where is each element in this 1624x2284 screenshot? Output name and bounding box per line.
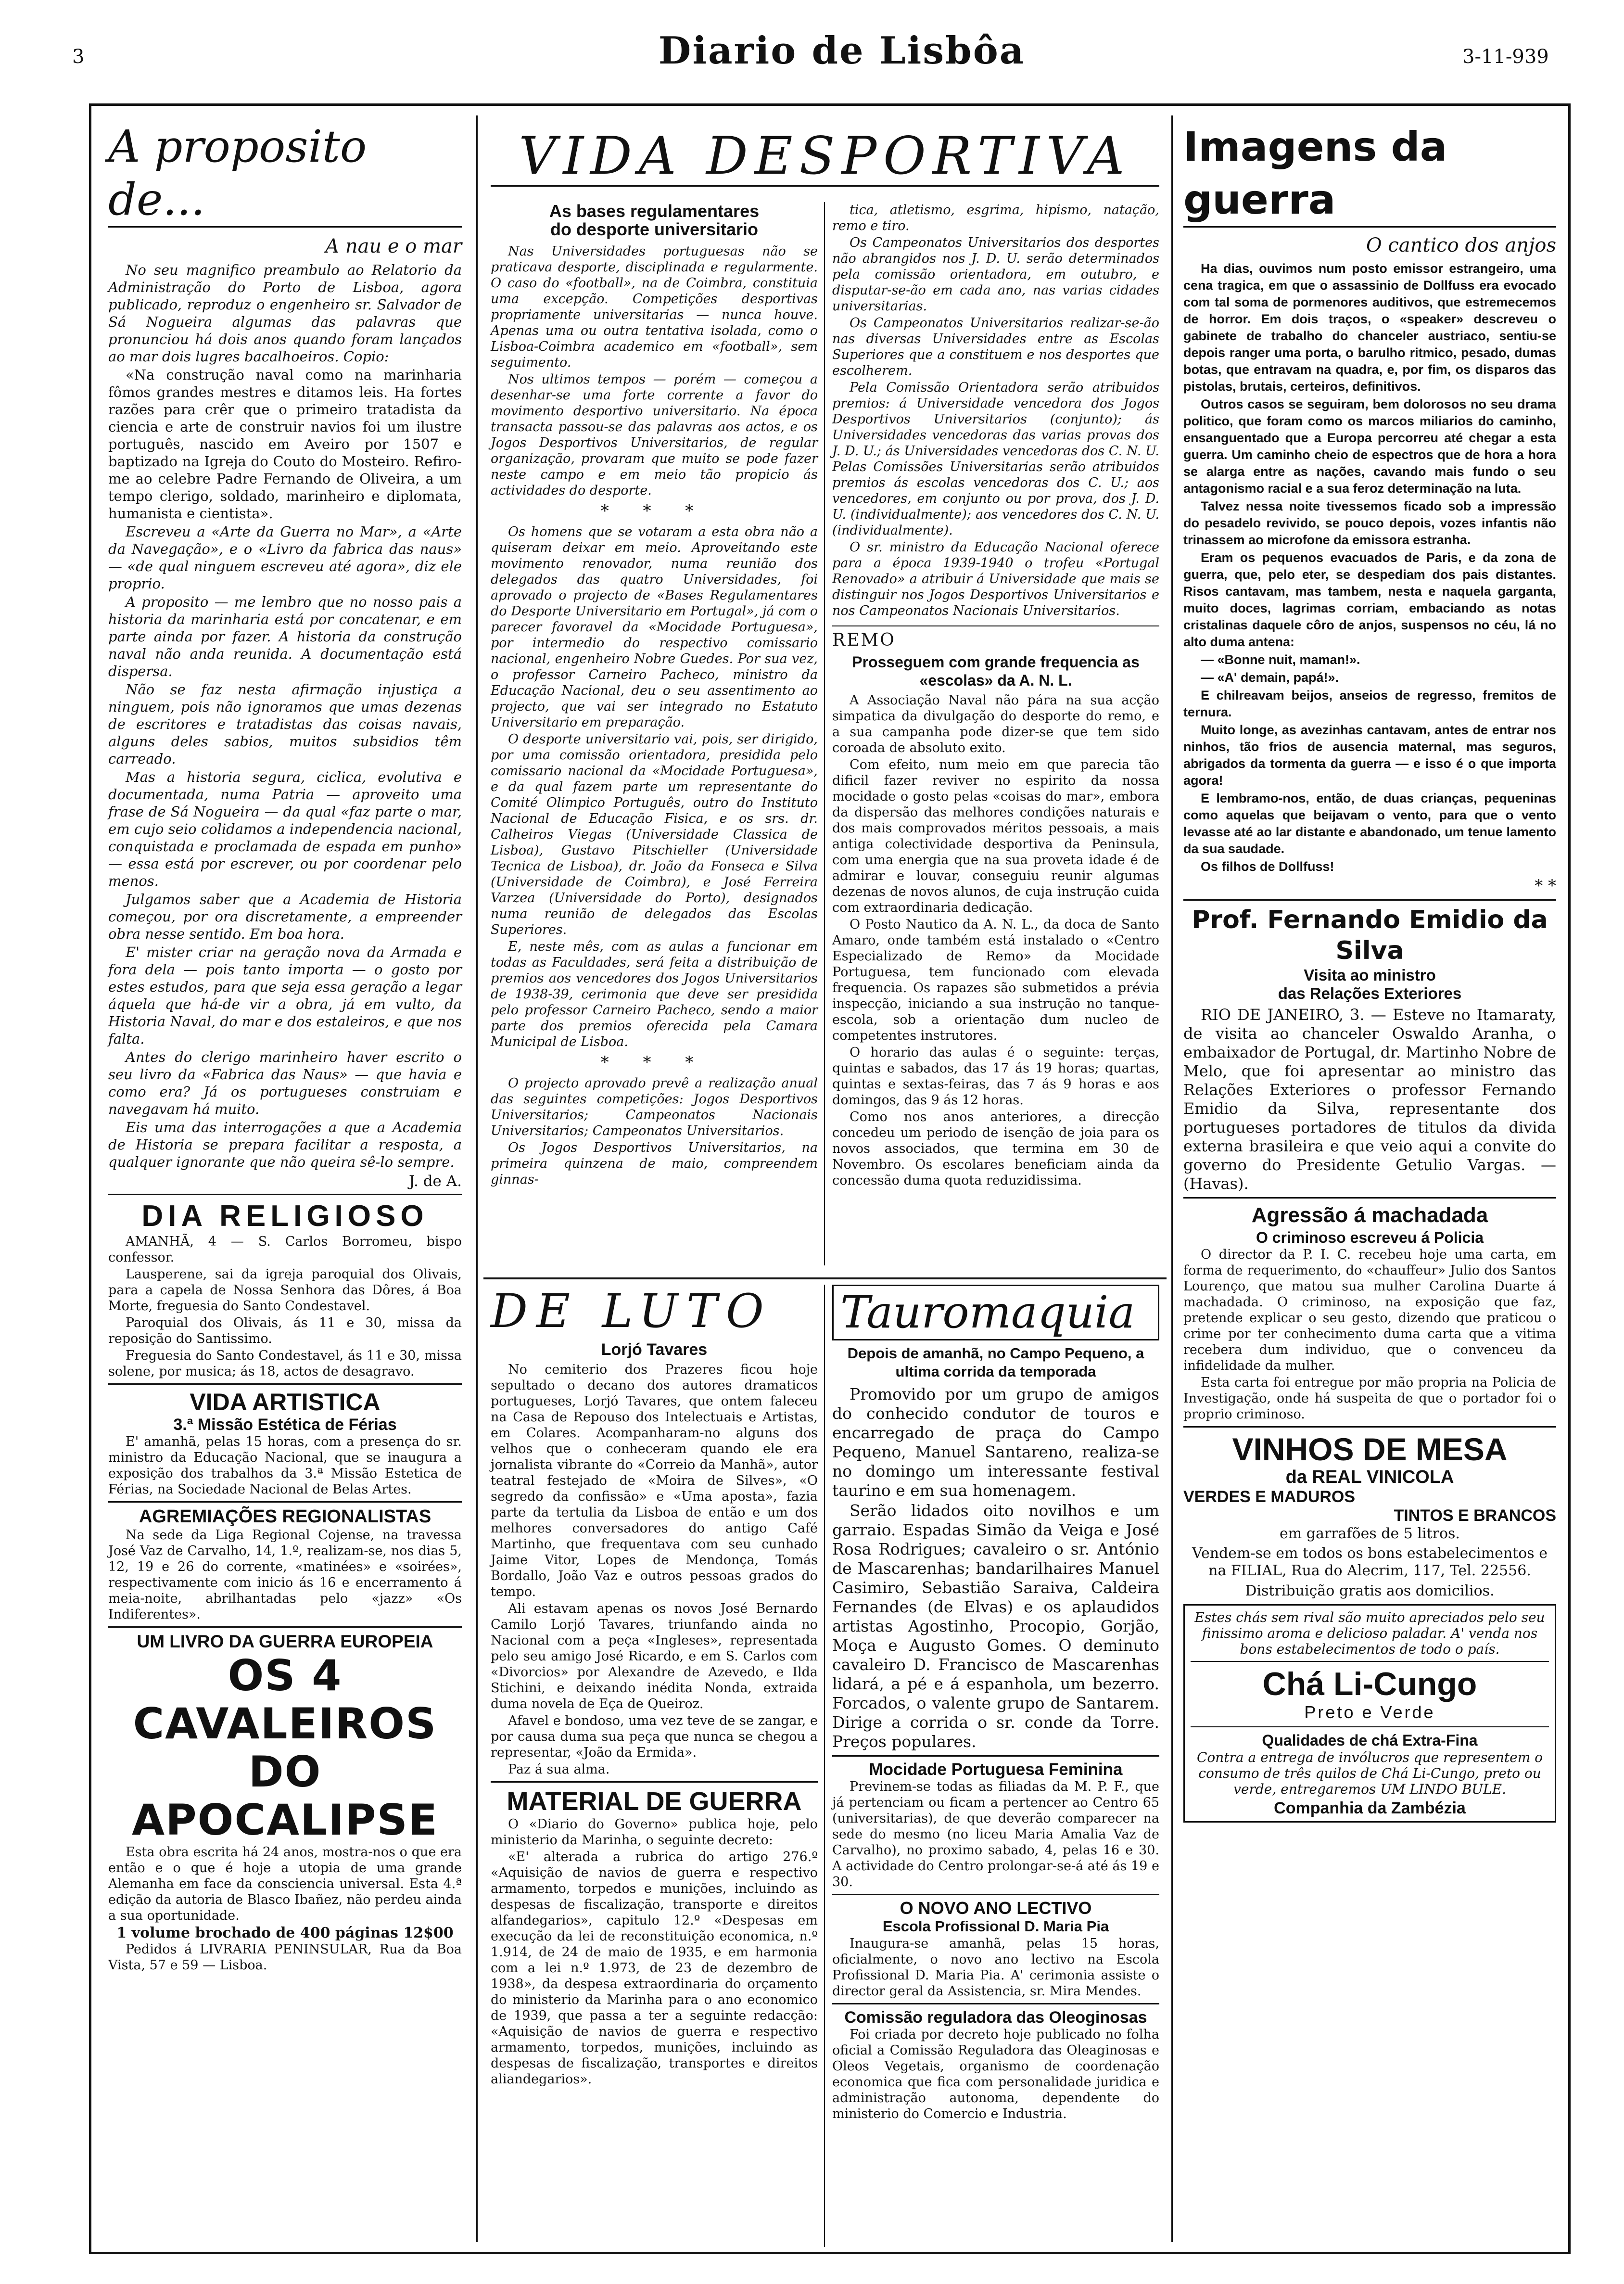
imagens-heading: Imagens da guerra xyxy=(1183,120,1556,228)
paragraph: RIO DE JANEIRO, 3. — Esteve no Itamaraty, de visita ao chanceler Oswaldo Aranha, o embaixador de Portugal, dr. Martinho Nobre de Melo, que foi apresentar ao ministro das Relações Exteriores o professor Fernando Emidio da Silva, representante dos portugueses portadores de titulos da divida externa brasileira e que veio aqui a convite do governo do Presidente Getulio Vargas. — (Havas). xyxy=(1183,1006,1556,1193)
religioso-heading: DIA RELIGIOSO xyxy=(141,1199,429,1233)
luto-name: Lorjó Tavares xyxy=(601,1340,708,1359)
right-column xyxy=(1183,120,1556,1823)
paragraph: Nas Universidades portuguesas não se praticava desporte, disciplinada e regularmente. O caso do «football», na de Coimbra, constituia uma excepção. Competições desportivas propriamente universitarias — nunca houve. Apenas uma ou outra tentativa isolada, como o Lisboa-Coimbra academico em «football», sem seguimento. xyxy=(491,244,818,370)
proposito-subheading: A nau e o mar xyxy=(325,235,462,257)
remo-body xyxy=(832,692,1159,1188)
paragraph: Como nos anos anteriores, a direcção concedeu um periodo de isenção de joia para os novos associados, que termina em 30 de Novembro. Os escolares beneficiam ainda da concessão duma quota reduzidissima. xyxy=(832,1110,1159,1188)
paragraph: Ali estavam apenas os novos José Bernardo Camilo Lorjó Tavares, triunfando ainda no Nacional com a peça «Ingleses», representada pelo seu amigo José Ricardo, e em S. Carlos com «Divorcios» por Alexandre de Azevedo, e Ilda Stichini, e deixando inédita Nonda, extraida duma novela de Eça de Queiroz. xyxy=(491,1601,818,1711)
paragraph: — «Bonne nuit, maman!». xyxy=(1201,652,1360,667)
cha-ad-box xyxy=(1183,1604,1556,1823)
cha-ad-company: Companhia da Zambézia xyxy=(1274,1799,1466,1817)
paragraph: Os homens que se votaram a esta obra não a quiseram deixar em meio. Aproveitando este movimento renovador, numa reunião dos delegados das quatro Universidades, foi aprovado o projecto de «Bases Regulamentares do Desporte Universitario em Portugal», já com o parecer favoravel da «Mocidade Portuguesa», por intermedio do respectivo comissario nacional, engenheiro Nobre Guedes. Por sua vez, o professor Carneiro Pacheco, ministro da Educação Nacional, deu o seu assentimento ao projecto, que vai ser integrado no Estatuto Universitario em preparação. xyxy=(491,524,818,730)
fernando-subheading-1: Visita ao ministro xyxy=(1304,966,1436,984)
paragraph: AMANHÃ, 4 — S. Carlos Borromeu, bispo confessor. xyxy=(108,1234,462,1265)
paragraph: Esta obra escrita há 24 anos, mostra-nos o que era então e o que é hoje a utopia de uma grande Alemanha em face da consciencia universal. Esta 4.ª edição da autoria de Blasco Ibañez, não perdeu ainda a sua oportunidade. xyxy=(108,1845,462,1923)
paragraph: Esta carta foi entregue por mão propria na Policia de Investigação, onde há suspeita de que o portador foi o proprio criminoso. xyxy=(1183,1375,1556,1422)
tauromaquia-column xyxy=(832,1285,1159,2123)
divider xyxy=(832,625,1159,626)
agressao-subheading: O criminoso escreveu á Policia xyxy=(1256,1229,1484,1246)
cha-ad-intro: Estes chás sem rival são muito apreciados pelo seu finissimo aroma e delicioso paladar. A' venda nos bons estabelecimentos de todo o país. xyxy=(1194,1609,1545,1657)
vinhos-ad-line-1: da REAL VINICOLA xyxy=(1285,1467,1454,1487)
agressao-heading: Agressão á machadada xyxy=(1251,1203,1488,1227)
livro-ad-title-1: OS 4 CAVALEIROS xyxy=(133,1651,437,1748)
paragraph: Os Campeonatos Universitarios dos desportes não abrangidos nos J. D. U. serão determinados pela comissão orientadora, em outubro, e disputar-se-ão em cada ano, nas varias cidades universitarias. xyxy=(832,235,1159,314)
imagens-subheading: O cantico dos anjos xyxy=(1366,234,1556,256)
vinhos-ad-line-3: TINTOS E BRANCOS xyxy=(1394,1506,1556,1525)
paragraph: A Associação Naval não pára na sua acção simpatica da divulgação do desporte do remo, e a sua campanha pode dizer-se que tem sido coroada de absoluto exito. xyxy=(832,693,1159,755)
paragraph: Muito longe, as avezinhas cantavam, antes de entrar nos ninhos, tão frios de ausencia maternal, mas seguros, abrigados da tormenta da guerra — e isso é o que importa agora! xyxy=(1183,723,1556,788)
paragraph: Paz á sua alma. xyxy=(508,1762,610,1777)
desportiva-right-body xyxy=(832,202,1159,619)
column-1 xyxy=(108,120,462,1974)
paragraph: Eram os pequenos evacuados de Paris, e da zona de guerra, que, pelo eter, se despediam dos pais distantes. Risos cantavam, mas tambem, nesta e naquela garganta, muito doces, lagrimas corriam, embaciando as notas cristalinas daquele côro de anjos, suspensos no céu, lá no alto duma antena: xyxy=(1183,550,1556,649)
divider xyxy=(491,1781,818,1783)
frame-left xyxy=(89,103,91,2254)
paragraph: «Na construção naval como na marinharia fômos grandes mestres e ditamos leis. Ha fortes razões para crêr que o primeiro tratadista da ciencia e arte de construir navios foi um ilustre português, nascido em Aveiro por 1507 e baptizado na Igreja do Couto do Mosteiro. Refiro-me ao celebre Padre Fernando de Oliveira, a um tempo clerigo, soldado, marinheiro e diplomata, humanista e cientista». xyxy=(108,367,462,522)
paragraph: Os Jogos Desportivos Universitarios, na primeira quinzena de maio, compreendem ginnas- xyxy=(491,1140,818,1187)
paragraph: tica, atletismo, esgrima, hipismo, natação, remo e tiro. xyxy=(832,203,1159,233)
paragraph: Escreveu a «Arte da Guerra no Mar», a «Arte da Navegação», e o «Livro da fabrica das naus» — «de qual ninguem escreveu até agora», diz ele proprio. xyxy=(108,523,462,592)
tauromaquia-heading: Depois de amanhã, no Campo Pequeno, a ultima corrida da temporada xyxy=(847,1345,1144,1380)
artistica-subheading: 3.ª Missão Estética de Férias xyxy=(173,1416,397,1434)
divider xyxy=(108,1194,462,1195)
page-number: 3 xyxy=(72,46,85,68)
artistica-heading: VIDA ARTISTICA xyxy=(190,1389,381,1416)
vinhos-ad-line-6: Distribuição gratis aos domicilios. xyxy=(1245,1582,1495,1599)
paragraph: Nos ultimos tempos — porém — começou a desenhar-se uma forte corrente a favor do movimento desportivo universitario. Na época transacta passou-se das palavras aos actos, e os Jogos Desportivos Universitarios, de regular organização, provaram que muito se pode fazer neste campo e em meio tão propicio ás actividades do desporte. xyxy=(491,372,818,498)
remo-heading: Prosseguem com grande frequencia as «escolas» da A. N. L. xyxy=(852,653,1140,689)
desportiva-left-column xyxy=(491,202,818,1188)
paragraph: Julgamos saber que a Academia de Historia começou, por ora discretamente, a empreender obra nesse sentido. Em boa hora. xyxy=(108,891,462,942)
livro-ad-title-2: DO APOCALIPSE xyxy=(132,1747,438,1845)
column-divider xyxy=(1171,115,1173,2242)
paragraph: Inaugura-se amanhã, pelas 15 horas, oficialmente, o novo ano lectivo na Escola Profissional D. Maria Pia. A' cerimonia assiste o director geral da Assistencia, sr. Mira Mendes. xyxy=(832,1936,1159,1999)
paragraph: Pedidos á LIVRARIA PENINSULAR, Rua da Boa Vista, 57 e 59 — Lisboa. xyxy=(108,1942,462,1973)
frame-bottom xyxy=(89,2252,1571,2254)
paragraph: A proposito — me lembro que no nosso pais a historia da marinharia está por concatenar, e em parte ainda por fazer. A historia da construção naval não anda reunida. A documentação está dispersa. xyxy=(108,594,462,679)
divider xyxy=(1183,1197,1556,1199)
divider xyxy=(832,2003,1159,2004)
column-divider xyxy=(824,202,825,1265)
vinhos-ad-line-2: VERDES E MADUROS xyxy=(1183,1488,1356,1506)
paragraph: Foi criada por decreto hoje publicado no folha oficial a Comissão Reguladora das Oleaginosas e Oleos Vegetais, organismo de coordenação economica que fica com personalidade juridica e administração autonoma, dependente do ministerio do Comercio e Industria. xyxy=(832,2027,1159,2121)
paragraph: No seu magnifico preambulo ao Relatorio da Administração do Porto de Lisboa, agora publicado, reproduz o engenheiro sr. Salvador de Sá Nogueira algumas das palavras que pronunciou há dois anos quando foram lançados ao mar dois lugres bacalhoeiros. Copio: xyxy=(108,262,462,365)
paragraph: Os Campeonatos Universitarios realizar-se-ão nas diversas Universidades entre as Escolas Superiores que a constituem e nos desportes que escolherem. xyxy=(832,316,1159,378)
cha-ad-brand: Chá Li-Cungo xyxy=(1262,1666,1477,1702)
newspaper-title: Diario de Lisbôa xyxy=(658,29,1026,73)
artistica-body xyxy=(108,1434,462,1497)
divider xyxy=(832,1755,1159,1757)
paragraph: O horario das aulas é o seguinte: terças, quintas e sabados, das 17 ás 19 horas; quartas, quintas e sextas-feiras, das 7 ás 9 horas e aos domingos, das 9 ás 12 horas. xyxy=(832,1045,1159,1108)
paragraph: Pela Comissão Orientadora serão atribuidos premios: á Universidade vencedora dos Jogos Desportivos Universitarios (conjunto); ás Universidades vencedoras das varias provas dos J. D. U.; ás Universidades vencedoras dos C. N. U. Pelas Comissões Universitarias serão atribuidos premios ás escolas vencedoras dos C. U.; aos vencedores, em conjunto ou por prova, dos J. D. U. (individualmente); aos vencedores dos C. N. U. (individualmente). xyxy=(832,380,1159,538)
paragraph: Talvez nessa noite tivessemos ficado sob a impressão do pesadelo revivido, se pouco depois, vozes infantis não trinassem ao microfone da emissora estranha. xyxy=(1183,499,1556,547)
signature: J. de A. xyxy=(408,1173,462,1190)
paragraph: O director da P. I. C. recebeu hoje uma carta, em forma de requerimento, do «chauffeur» Julio dos Santos Lourenço, que matou sua mulher Carolina Duarte á machadada. O criminoso, na exposição que faz, pretende explicar o seu gesto, dizendo que praticou o crime por ter conhecimento duma carta que a vitima recebera dum individuo, que o convenceu da infidelidade da mulher. xyxy=(1183,1247,1556,1373)
desportiva-banner: VIDA DESPORTIVA xyxy=(491,128,1159,187)
paragraph: Previnem-se todas as filiadas da M. P. F., que já pertenciam ou ficam a pertencer ao Centro 65 (universitarias), de que deverão comparecer na sede do mesmo (no liceu Maria Amalia Vaz de Carvalho), no proximo sabado, 4, pelas 16 e 30. A actividade do Centro prolongar-se-á até ás 19 e 30. xyxy=(832,1779,1159,1889)
paragraph: O «Diario do Governo» publica hoje, pelo ministerio da Marinha, o seguinte decreto: xyxy=(491,1817,818,1848)
paragraph: O sr. ministro da Educação Nacional oferece para a época 1939-1940 o trofeu «Portugal Renovado» a atribuir á Universidade que mais se distinguir nos Jogos Desportivos Universitarios e nos Campeonatos Nacionais Universitarios. xyxy=(832,540,1159,618)
frame-right xyxy=(1568,103,1571,2254)
tauromaquia-banner: Tauromaquia xyxy=(832,1285,1159,1340)
section-separator: * * * xyxy=(600,501,708,521)
paragraph: E' mister criar na geração nova da Armada e fora dela — pois tanto importa — o gosto por estes estudos, para que seja essa geração a legar áquela que há-de vir a obra, já em vulto, da Historia Naval, do mar e dos estaleiros, e que nos falta. xyxy=(108,944,462,1047)
divider xyxy=(1191,1661,1549,1662)
paragraph: Antes do clerigo marinheiro haver escrito o seu livro da «Fabrica das Naus» — que havia e como era? Já os portugueses construiam e navegavam há muito. xyxy=(108,1049,462,1117)
paragraph: Mas a historia segura, ciclica, evolutiva e documentada, numa Patria — aproveito uma frase de Sá Nogueira — da qual «faz parte o mar, em cujo seio colidamos a independencia nacional, conquistada e proclamada de espada em punho» — essa está por escrever, ou por coordenar pelo menos. xyxy=(108,769,462,889)
oleaginosas-heading: Comissão reguladora das Oleoginosas xyxy=(844,2008,1147,2027)
agremiacoes-heading: AGREMIAÇÕES REGIONALISTAS xyxy=(139,1506,431,1527)
paragraph: E' amanhã, pelas 15 horas, com a presença do sr. ministro da Educação Nacional, que se inaugura a exposição dos trabalhos da 3.ª Missão Estetica de Férias, na Sociedade Nacional de Belas Artes. xyxy=(108,1434,462,1497)
fernando-body xyxy=(1183,1006,1556,1193)
paragraph: Ha dias, ouvimos num posto emissor estrangeiro, uma cena tragica, em que o assassinio de Dollfuss era evocado com tal soma de pormenores auditivos, que estremecemos de horror. Em dois traços, o «speaker» descreveu o gabinete de trabalho do chanceler austriaco, sentiu-se depois ranger uma porta, o barulho ritmico, pesado, dumas botas, que entravam na quadra, e, por fim, os disparos das pistolas, brutais, certeiros, definitivos. xyxy=(1183,261,1556,394)
vinhos-ad-line-4: em garrafões de 5 litros. xyxy=(1280,1525,1460,1542)
livro-ad-body xyxy=(108,1844,462,1924)
paragraph: Serão lidados oito novilhos e um garraio. Espadas Simão da Veiga e José Rosa Rodrigues; cavaleiro o sr. António de Mascarenhas; bandarilhaires Manuel Casimiro, Sebastião Saraiva, Caldeira Fernandes (de Elvas) e os aplaudidos artistas Agostinho, Procopio, Gorjão, Moça e Augusto Gomes. O deminuto cavaleiro D. Francisco de Mascarenhas lidará, a pé e á espanhola, um bezerro. Forcados, o valente grupo de Santarem. Dirige a corrida o sr. conde da Torre. Preços populares. xyxy=(832,1501,1159,1751)
desportiva-right-column xyxy=(832,202,1159,1189)
agressao-body xyxy=(1183,1247,1556,1422)
paragraph: O Posto Nautico da A. N. L., da doca de Santo Amaro, onde também está instalado o «Centro Especializado de Remo» da Mocidade Portuguesa, tem funcionado com elevada frequencia. Os rapazes são submetidos a prévia inspecção, iniciando a sua instrução no tanque-escola, sob a orientação dum nucleo de competentes instrutores. xyxy=(832,917,1159,1043)
imagens-body xyxy=(1183,260,1556,875)
column-divider xyxy=(476,115,478,2242)
livro-ad-line: UM LIVRO DA GUERRA EUROPEIA xyxy=(137,1632,433,1651)
ano-lectivo-heading: O NOVO ANO LECTIVO xyxy=(900,1898,1092,1918)
section-divider xyxy=(483,1277,1167,1279)
luto-body xyxy=(491,1362,818,1777)
paragraph: «E' alterada a rubrica do artigo 276.º «Aquisição de navios de guerra e respectivo armamento, torpedos e munições, incluindo as despesas de fiscalização, transporte e direitos alfandegarios», capitulo 12.º «Despesas em execução da lei de reconstituição economica, n.º 1.914, de 24 de maio de 1935, e em harmonia com a lei n.º 1.973, de 23 de dezembro de 1938», da despesa extraordinaria do orçamento do ministerio da Marinha para o ano economico de 1939, que passa a ter a seguinte redacção: «Aquisição de navios de guerra e respectivo armamento, torpedos, munições, incluindo as despesas de fiscalização, transportes e direitos aliandegarios». xyxy=(491,1850,818,2087)
paragraph: — «A' demain, papá!». xyxy=(1201,670,1339,685)
fernando-heading: Prof. Fernando Emidio da Silva xyxy=(1192,906,1548,965)
divider xyxy=(1191,1726,1549,1727)
mocidade-heading: Mocidade Portuguesa Feminina xyxy=(869,1760,1123,1779)
divider xyxy=(832,1894,1159,1895)
agremiacoes-body xyxy=(108,1527,462,1622)
paragraph: Promovido por um grupo de amigos do conhecido condutor de touros e encarregado de praça do Campo Pequeno, Manuel Santareno, realiza-se no domingo um interessante festival taurino e em sua homenagem. xyxy=(832,1385,1159,1500)
paragraph: Paroquial dos Olivais, ás 11 e 30, missa da reposição do Santissimo. xyxy=(108,1315,462,1346)
paragraph: Os filhos de Dollfuss! xyxy=(1201,859,1334,874)
paragraph: Na sede da Liga Regional Cojense, na travessa José Vaz de Carvalho, 14, 1.º, realizam-se, nos dias 5, 12, 19 e 26 do corrente, «matinées» e «soirées», respectivamente com inicio ás 16 e encerramento á meia-noite, abrilhantadas pelo «jazz» «Os Indiferentes». xyxy=(108,1528,462,1622)
paragraph: Outros casos se seguiram, bem dolorosos no seu drama politico, que foram como os marcos miliarios do caminho, ensanguentado que a Europa percorreu até chegar a esta guerra. Um caminho cheio de espectros que de hora a hora se alarga entre as nações, cavando mais fundo o seu antagonismo racial e a sua feroz determinação na luta. xyxy=(1183,397,1556,496)
luto-column xyxy=(491,1285,818,2088)
tauromaquia-body xyxy=(832,1385,1159,1751)
divider xyxy=(1183,1426,1556,1428)
divider xyxy=(108,1383,462,1385)
religioso-body xyxy=(108,1234,462,1379)
mocidade-body xyxy=(832,1779,1159,1890)
paragraph: E chilreavam beijos, anseios de regresso, fremitos de ternura. xyxy=(1183,688,1556,719)
issue-date: 3-11-939 xyxy=(1462,46,1549,68)
paragraph: E, neste mês, com as aulas a funcionar em todas as Faculdades, será feita a distribuição de premios aos vencedores dos Jogos Universitarios de 1938-39, cerimonia que deve ser presidida pelo professor Carneiro Pacheco, sendo a maior parte dos premios oferecida pela Camara Municipal de Lisboa. xyxy=(491,939,818,1049)
paragraph: Não se faz nesta afirmação injustiça a ninguem, pois não ignoramos que umas dezenas de escritores e tratadistas das coisas navais, alguns deles sabios, muitos subsidios têm carreado. xyxy=(108,681,462,767)
divider xyxy=(108,1626,462,1628)
cha-ad-offer: Contra a entrega de invólucros que representem o consumo de três quilos de Chá Li-Cungo, preto ou verde, entregaremos UM LINDO BULE. xyxy=(1196,1749,1543,1797)
section-separator: * * xyxy=(1535,876,1556,895)
frame-top xyxy=(89,103,1571,106)
ano-lectivo-body xyxy=(832,1936,1159,1999)
paragraph: O projecto aprovado prevê a realização anual das seguintes competições: Jogos Desportivos Universitarios; Campeonatos Nacionais Universitarios; Campeonatos Universitarios. xyxy=(491,1076,818,1138)
material-body xyxy=(491,1816,818,2087)
vinhos-ad-line-5: Vendem-se em todos os bons estabelecimentos e na FILIAL, Rua do Alecrim, 117, Tel. 22556. xyxy=(1192,1545,1548,1579)
desportiva-subheading-2: do desporte universitario xyxy=(550,219,759,239)
paragraph: Afavel e bondoso, uma vez teve de se zangar, e por causa duma sua peça que nunca se chegou a representar, «João da Ermida». xyxy=(491,1713,818,1760)
ano-lectivo-subheading: Escola Profissional D. Maria Pia xyxy=(882,1918,1109,1935)
cha-ad-sub: Preto e Verde xyxy=(1304,1702,1435,1722)
divider xyxy=(108,1501,462,1503)
column-divider xyxy=(824,1285,825,2247)
livro-ad-price: 1 volume brochado de 400 páginas 12$00 xyxy=(116,1925,454,1941)
section-separator: * * * xyxy=(600,1053,708,1072)
paragraph: Eis uma das interrogações a que a Academia de Historia se prepara facilitar a resposta, a qualquer ignorante que não queira sê-lo sempre. xyxy=(108,1119,462,1170)
remo-label: REMO xyxy=(832,630,896,650)
paragraph: Lausperene, sai da igreja paroquial dos Olivais, para a capela de Nossa Senhora das Dôres, á Boa Morte, freguesia do Santo Condestavel. xyxy=(108,1267,462,1314)
desportiva-left-body xyxy=(491,243,818,1187)
paragraph: Freguesia do Santo Condestavel, ás 11 e 30, missa solene, por musica; ás 18, actos de desagravo. xyxy=(108,1348,462,1379)
divider xyxy=(1183,899,1556,901)
proposito-heading: A proposito de... xyxy=(108,120,462,228)
desportiva-subheading-1: As bases regulamentares xyxy=(549,201,760,221)
material-heading: MATERIAL DE GUERRA xyxy=(507,1787,802,1816)
paragraph: Com efeito, num meio em que parecia tão dificil fazer reviver no espirito da nossa mocidade o gosto pelas «coisas do mar», embora da dispersão das melhores condições naturais e dos mais comprovados méritos pessoais, a mais antiga colectividade desportiva da Peninsula, com uma energia que na sua proveta idade é de admirar e louvar, conseguiu reunir algumas dezenas de novos alunos, de cuja instrução cuida com extraordinaria dedicação. xyxy=(832,757,1159,915)
paragraph: No cemiterio dos Prazeres ficou hoje sepultado o decano dos autores dramaticos portugueses, Lorjó Tavares, que ontem faleceu na Casa de Repouso dos Intelectuais e Artistas, em Colares. Acompanharam-no alguns dos velhos que o conheceram quando ele era jornalista vibrante do «Correio da Manhã», autor teatral festejado de «Moira de Silves», «O segredo da confissão» e «Uma aposta», fazia parte da tertulia da Lisboa de então e um dos melhores conversadores do antigo Café Martinho, que frequentava com seu cunhado Jaime Vitor, Lopes de Mendonça, Tomás Bordallo, João Vaz e outros pessoas grados do tempo. xyxy=(491,1362,818,1599)
paragraph: E lembramo-nos, então, de duas crianças, pequeninas como aquelas que beijavam o vento, para que o vento levasse até ao lar distante e abandonado, um tenue lamento da sua saudade. xyxy=(1183,791,1556,856)
vinhos-ad-title: VINHOS DE MESA xyxy=(1232,1431,1508,1467)
paragraph: O desporte universitario vai, pois, ser dirigido, por uma comissão orientadora, presidida pelo comissario nacional da «Mocidade Portuguesa», e da qual fazem parte um representante do Comité Olimpico Português, outro do Instituto Nacional de Educação Fisica, e os srs. dr. Calheiros Viegas (Universidade Classica de Lisboa), Gustavo Pitschieller (Universidade Tecnica de Lisboa), dr. João da Fonseca e Silva (Universidade de Coimbra), e José Ferreira Varzea (Universidade do Porto), designados numa reunião de delegados das Escolas Superiores. xyxy=(491,732,818,937)
proposito-body xyxy=(108,261,462,1171)
livro-ad-orders xyxy=(108,1941,462,1973)
cha-ad-quality: Qualidades de chá Extra-Fina xyxy=(1262,1732,1478,1749)
luto-banner: DE LUTO xyxy=(491,1284,773,1338)
oleaginosas-body xyxy=(832,2027,1159,2122)
fernando-subheading-2: das Relações Exteriores xyxy=(1278,984,1462,1002)
